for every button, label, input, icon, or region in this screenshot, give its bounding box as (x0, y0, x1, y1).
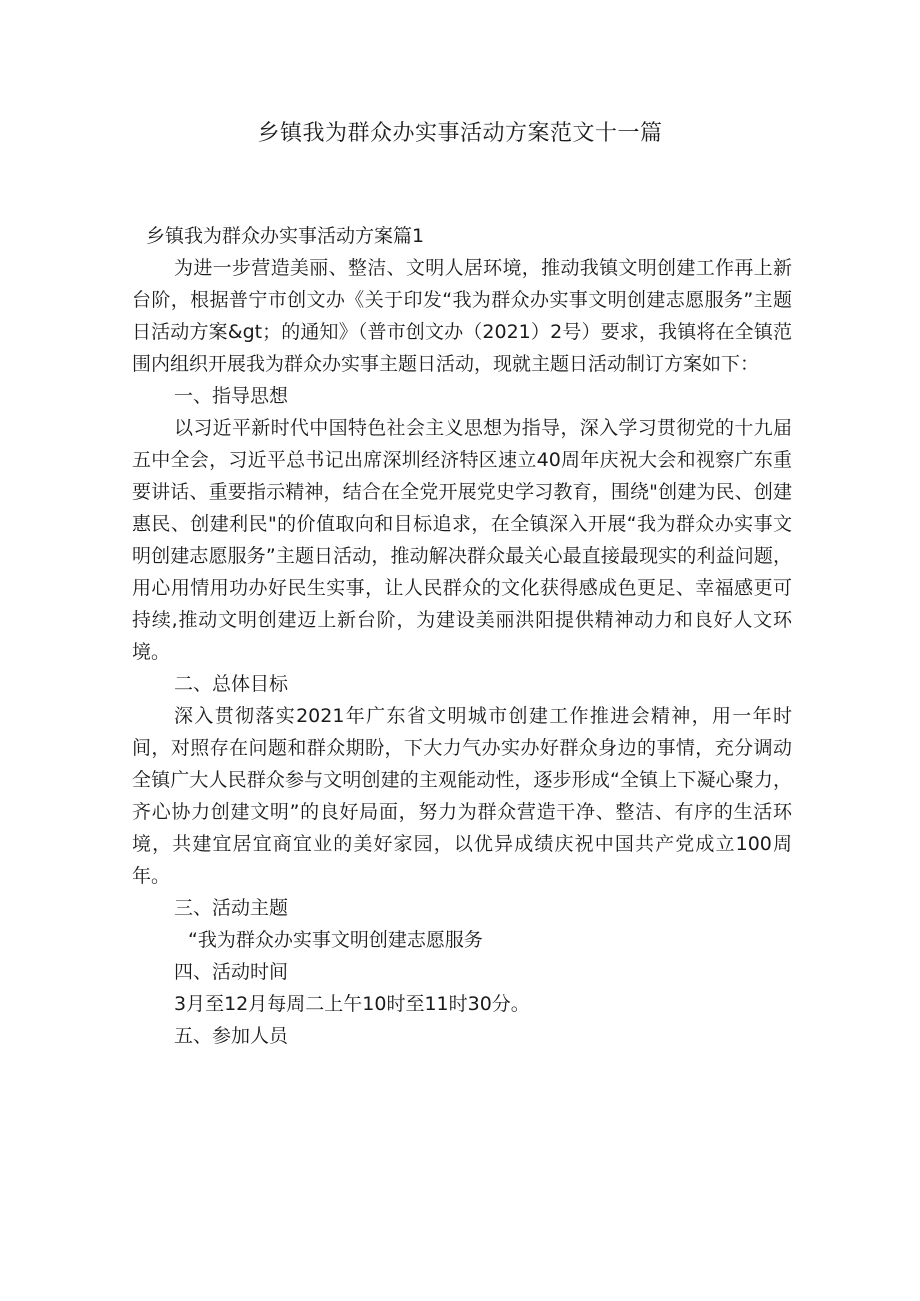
document-title: 乡镇我为群众办实事活动方案范文十一篇 (257, 121, 663, 146)
intro-paragraph: 为进一步营造美丽、整洁、文明人居环境，推动我镇文明创建工作再上新台阶，根据普宁市创文办《关于印发“我为群众办实事文明创建志愿服务”主题日活动方案&gt；的通知》（普市创文办（2021）2号）要求，我镇将在全镇范围内组织开展我为群众办实事主题日活动，现就主题日活动制订方案如下： (132, 257, 792, 375)
section-heading-activity-time: 四、活动时间 (174, 961, 289, 983)
section-heading-overall-goal: 二、总体目标 (174, 673, 289, 695)
overall-goal-paragraph: 深入贯彻落实2021年广东省文明城市创建工作推进会精神，用一年时间，对照存在问题和群众期盼，下大力气办实办好群众身边的事情，充分调动全镇广大人民群众参与文明创建的主观能动性，逐步形成“全镇上下凝心聚力，齐心协力创建文明”的良好局面，努力为群众营造干净、整洁、有序的生活环境，共建宜居宜商宜业的美好家园，以优异成绩庆祝中国共产党成立100周年。 (132, 705, 792, 887)
activity-theme-text: “我为群众办实事文明创建志愿服务 (188, 929, 483, 951)
section-heading-guiding-ideology: 一、指导思想 (174, 385, 289, 407)
section-heading-activity-theme: 三、活动主题 (174, 897, 289, 919)
article-subtitle: 乡镇我为群众办实事活动方案篇1 (146, 225, 425, 247)
document-body (132, 220, 792, 1052)
guiding-ideology-paragraph: 以习近平新时代中国特色社会主义思想为指导，深入学习贯彻党的十九届五中全会，习近平总书记出席深圳经济特区速立40周年庆祝大会和视察广东重要讲话、重要指示精神，结合在全党开展党史学习教育，围绕"创建为民、创建惠民、创建利民"的价值取向和目标追求，在全镇深入开展“我为群众办实事文明创建志愿服务”主题日活动，推动解决群众最关心最直接最现实的利益问题，用心用情用功办好民生实事，让人民群众的文化获得感成色更足、幸福感更可持续,推动文明创建迈上新台阶，为建设美丽洪阳提供精神动力和良好人文环境。 (132, 417, 792, 663)
section-heading-participants: 五、参加人员 (174, 1025, 289, 1047)
activity-time-text: 3月至12月每周二上午10时至11时30分。 (174, 993, 530, 1015)
